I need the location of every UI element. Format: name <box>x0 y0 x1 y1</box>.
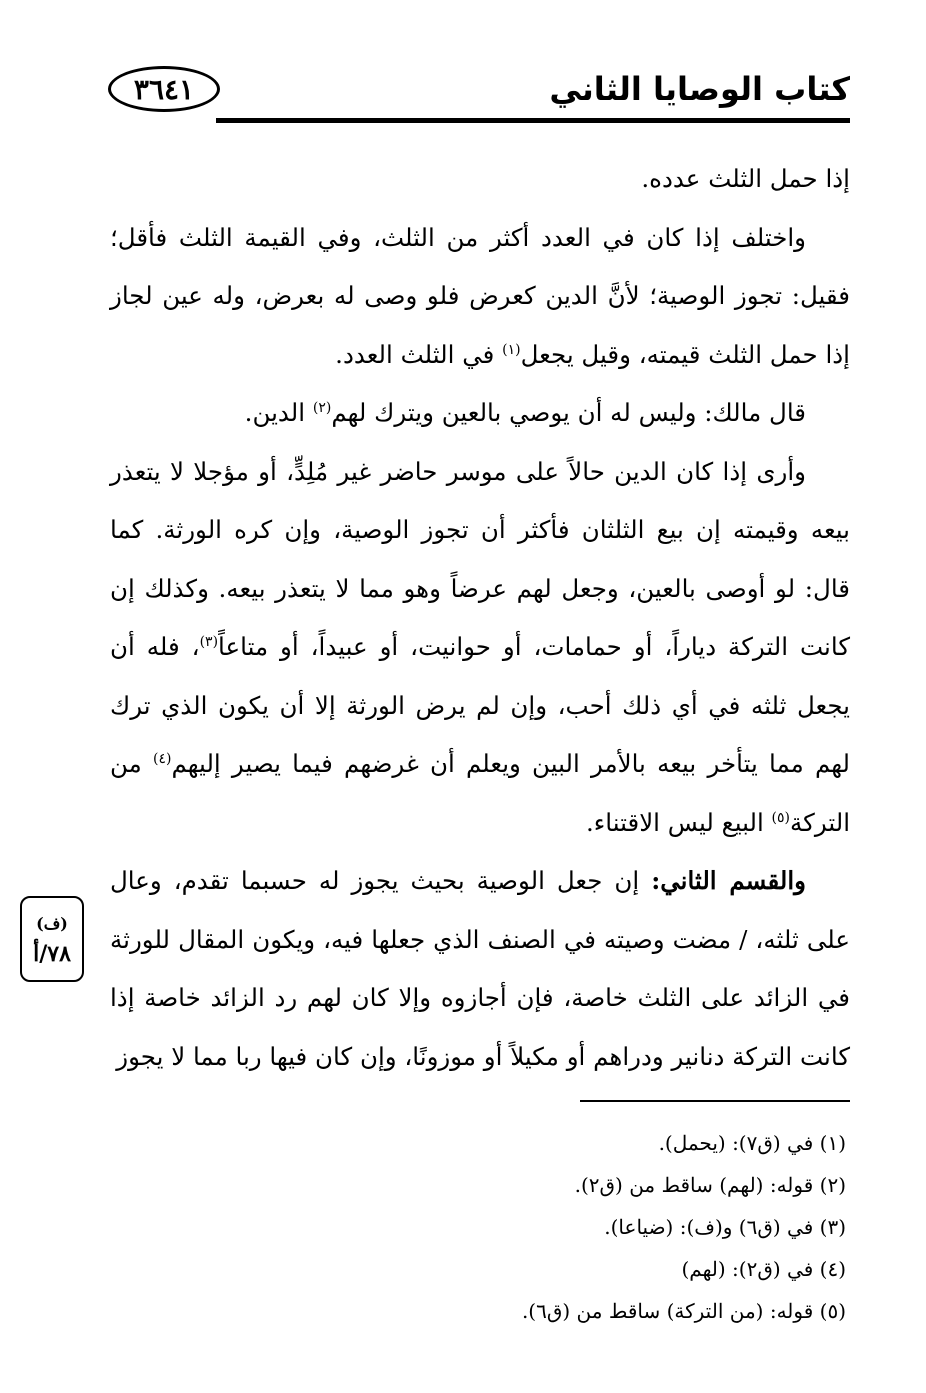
footnote-ref-5[interactable]: (٥) <box>771 809 791 826</box>
main-text <box>110 150 850 1086</box>
footnotes <box>106 1122 846 1332</box>
paragraph-4-text-a: وأرى إذا كان الدين حالاً على موسر حاضر غير مُلِدٍّ، أو مؤجلا لا يتعذر بيعه وقيمته إن بيع الثلثان فأكثر أن تجوز الوصية، وإن كره الورثة. كما قال: لو أوصى بالعين، وجعل لهم عرضاً وهو مما لا يتعذر بيعه. وكذلك إن كانت التركة دياراً، أو حمامات، أو حوانيت، أو عبيداً، أو متاعاً <box>110 456 850 661</box>
paragraph-2-text-b: في الثلث العدد. <box>335 339 503 369</box>
paragraph-4 <box>110 443 850 853</box>
paragraph-3-text-b: الدين. <box>244 398 313 427</box>
margin-ref-folio: ٧٨/أ <box>33 941 71 967</box>
footnote-2: (٢) قوله: (لهم) ساقط من (ق٢). <box>574 1173 846 1197</box>
paragraph-4-text-b: ، فله أن يجعل ثلثه في أي ذلك أحب، وإن لم يرض الورثة إلا أن يكون الذي ترك لهم مما يتأخر بيعه بالأمر البين ويعلم أن غرضهم فيما يصير إليهم <box>110 632 851 778</box>
header-rule <box>216 118 850 123</box>
paragraph-4-text-d: البيع ليس الاقتناء. <box>585 807 772 837</box>
footnote-ref-1[interactable]: (١) <box>502 341 521 358</box>
page-number: ٣٦٤١ <box>108 66 220 112</box>
paragraph-5 <box>110 852 850 1086</box>
footnote-1: (١) في (ق٧): (يحمل). <box>658 1131 846 1155</box>
footnote-ref-2[interactable]: (٢) <box>312 399 332 416</box>
paragraph-2-text-a: واختلف إذا كان في العدد أكثر من الثلث، وفي القيمة الثلث فأقل؛ فقيل: تجوز الوصية؛ لأنَّ الدين كعرض فلو وصى له بعرض، وله عين لجاز إذا حمل الثلث قيمته، وقيل يجعل <box>110 222 850 369</box>
paragraph-1 <box>110 150 850 209</box>
footnote-5: (٥) قوله: (من التركة) ساقط من (ق٦). <box>521 1299 846 1323</box>
footnote-3: (٣) في (ق٦) و(ف): (ضياعا). <box>604 1215 846 1239</box>
margin-manuscript-ref <box>20 896 84 982</box>
section-lead: والقسم الثاني: <box>651 866 806 895</box>
margin-ref-siglum: (ف) <box>36 914 68 933</box>
footnote-ref-4[interactable]: (٤) <box>152 750 172 767</box>
footnote-rule <box>580 1100 850 1102</box>
footnote-4: (٤) في (ق٢): (لهم) <box>681 1257 846 1281</box>
paragraph-3 <box>110 384 850 443</box>
paragraph-3-text-a: قال مالك: وليس له أن يوصي بالعين ويترك لهم <box>331 398 806 427</box>
paragraph-1-text: إذا حمل الثلث عدده. <box>641 164 850 193</box>
page-header <box>108 62 850 126</box>
paragraph-5-text: إن جعل الوصية بحيث يجوز له حسبما تقدم، وعال على ثلثه، / مضت وصيته في الصنف الذي جعلها فيه، ويكون المقال للورثة في الزائد على الثلث خاصة، فإن أجازوه وإلا كان لهم رد الزائد خاصة إذا كانت التركة دنانير ودراهم أو مكيلاً أو موزونًا، وإن كان فيها ربا مما لا يجوز <box>110 866 850 1071</box>
paragraph-2 <box>110 209 850 385</box>
footnote-ref-3[interactable]: (٣) <box>199 633 219 650</box>
book-title: كتاب الوصايا الثاني <box>549 70 850 108</box>
paragraph-4-text-c: من التركة <box>110 749 850 837</box>
